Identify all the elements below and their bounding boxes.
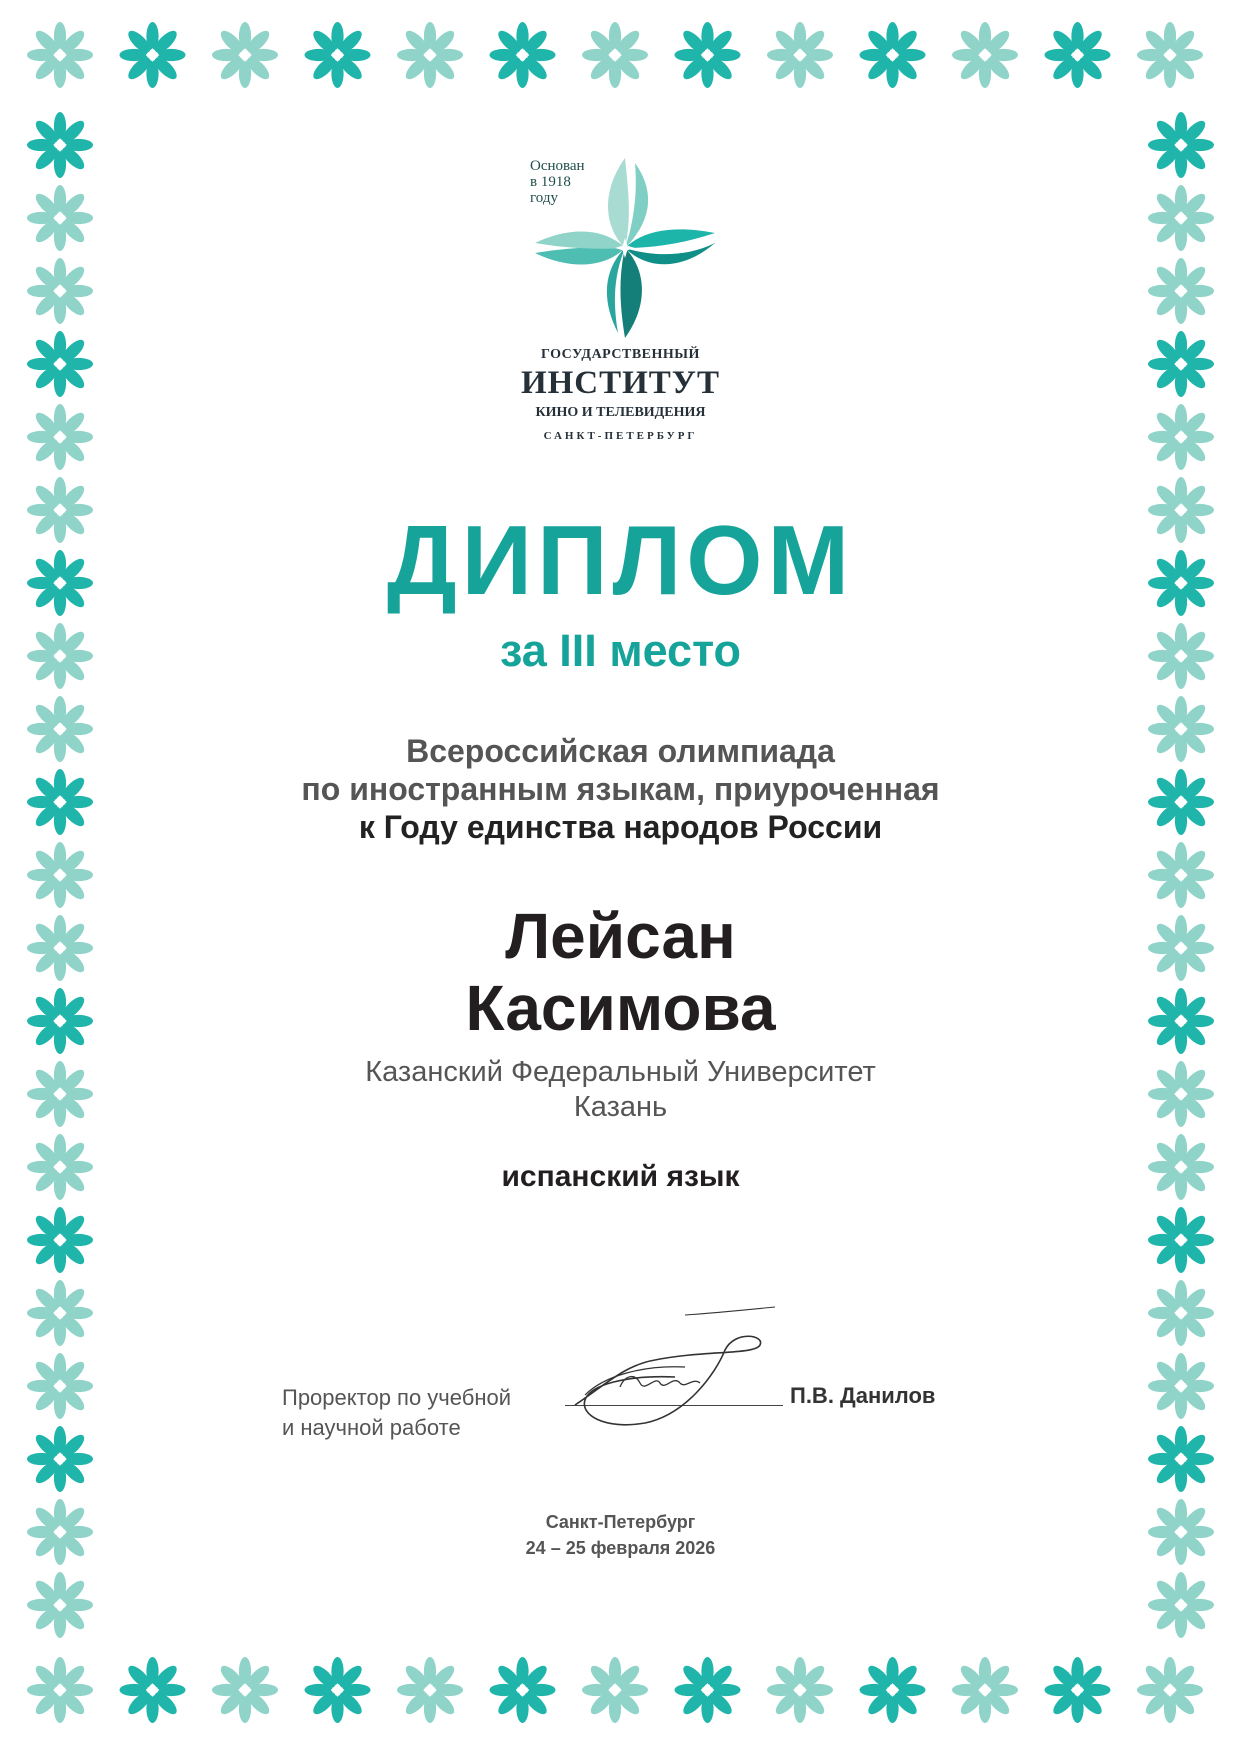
subject-language: испанский язык — [501, 1160, 740, 1193]
ornament-motif-icon — [212, 22, 278, 88]
ornament-motif-icon — [27, 1280, 93, 1346]
recipient-organization: Казанский Федеральный Университет — [365, 1056, 876, 1088]
ornament-motif-icon — [767, 22, 833, 88]
ornament-motif-icon — [1148, 1207, 1214, 1273]
logo-line-film-tv: КИНО И ТЕЛЕВИДЕНИЯ — [535, 405, 706, 420]
recipient-city: Казань — [573, 1091, 668, 1123]
ornament-motif-icon — [767, 1657, 833, 1723]
ornament-motif-icon — [490, 22, 556, 88]
ornament-motif-icon — [1045, 22, 1111, 88]
ornament-motif-icon — [27, 1572, 93, 1638]
ornament-motif-icon — [675, 1657, 741, 1723]
signatory-role-line-2: и научной работе — [282, 1415, 461, 1440]
ornament-motif-icon — [675, 22, 741, 88]
ornament-motif-icon — [27, 1426, 93, 1492]
ornament-motif-icon — [27, 112, 93, 178]
ornament-motif-icon — [27, 258, 93, 324]
recipient-first-name: Лейсан — [505, 900, 736, 972]
ornament-motif-icon — [27, 1207, 93, 1273]
ornament-motif-icon — [27, 185, 93, 251]
logo-founded-line-2: в 1918 — [530, 174, 571, 190]
ornament-motif-icon — [1137, 22, 1203, 88]
ornament-motif-icon — [397, 1657, 463, 1723]
ornament-motif-icon — [1148, 1572, 1214, 1638]
institute-logo-icon — [520, 148, 730, 348]
logo-founded-line-1: Основан — [530, 158, 585, 174]
footer-city: Санкт-Петербург — [545, 1512, 696, 1532]
ornament-motif-icon — [1137, 1657, 1203, 1723]
footer-dates: 24 – 25 февраля 2026 — [525, 1538, 716, 1558]
ornament-motif-icon — [1148, 112, 1214, 178]
ornament-motif-icon — [212, 1657, 278, 1723]
ornament-motif-icon — [1148, 1353, 1214, 1419]
ornament-motif-icon — [860, 22, 926, 88]
handwritten-signature-icon — [565, 1305, 785, 1430]
logo-line-city: САНКТ-ПЕТЕРБУРГ — [543, 430, 698, 442]
diploma-title: ДИПЛОМ — [386, 505, 855, 615]
ornament-motif-icon — [304, 1657, 370, 1723]
signatory-role — [282, 1383, 511, 1443]
logo-line-institute: ИНСТИТУТ — [520, 365, 721, 401]
recipient-last-name: Касимова — [465, 972, 776, 1044]
ornament-motif-icon — [1148, 185, 1214, 251]
ornament-motif-icon — [1148, 1426, 1214, 1492]
ornament-motif-icon — [1045, 1657, 1111, 1723]
diploma-place: за III место — [500, 625, 741, 676]
ornament-motif-icon — [1148, 842, 1214, 908]
ornament-motif-icon — [860, 1657, 926, 1723]
ornament-motif-icon — [582, 22, 648, 88]
ornament-motif-icon — [27, 842, 93, 908]
signatory-name: П.В. Данилов — [790, 1383, 936, 1408]
event-line-1: Всероссийская олимпиада — [406, 733, 835, 769]
ornament-motif-icon — [27, 1353, 93, 1419]
logo-founded-line-3: году — [530, 190, 558, 206]
ornament-motif-icon — [1148, 258, 1214, 324]
ornament-motif-icon — [27, 22, 93, 88]
ornament-motif-icon — [304, 22, 370, 88]
ornament-motif-icon — [582, 1657, 648, 1723]
ornament-motif-icon — [120, 22, 186, 88]
ornament-motif-icon — [1148, 1280, 1214, 1346]
ornament-motif-icon — [490, 1657, 556, 1723]
ornament-motif-icon — [952, 1657, 1018, 1723]
ornament-motif-icon — [27, 1657, 93, 1723]
logo-line-state: ГОСУДАРСТВЕННЫЙ — [541, 347, 700, 362]
signatory-role-line-1: Проректор по учебной — [282, 1385, 512, 1410]
ornament-motif-icon — [397, 22, 463, 88]
ornament-motif-icon — [120, 1657, 186, 1723]
event-line-2: по иностранным языкам, приуроченная — [301, 771, 940, 807]
ornament-motif-icon — [952, 22, 1018, 88]
event-line-3: к Году единства народов России — [358, 809, 883, 845]
